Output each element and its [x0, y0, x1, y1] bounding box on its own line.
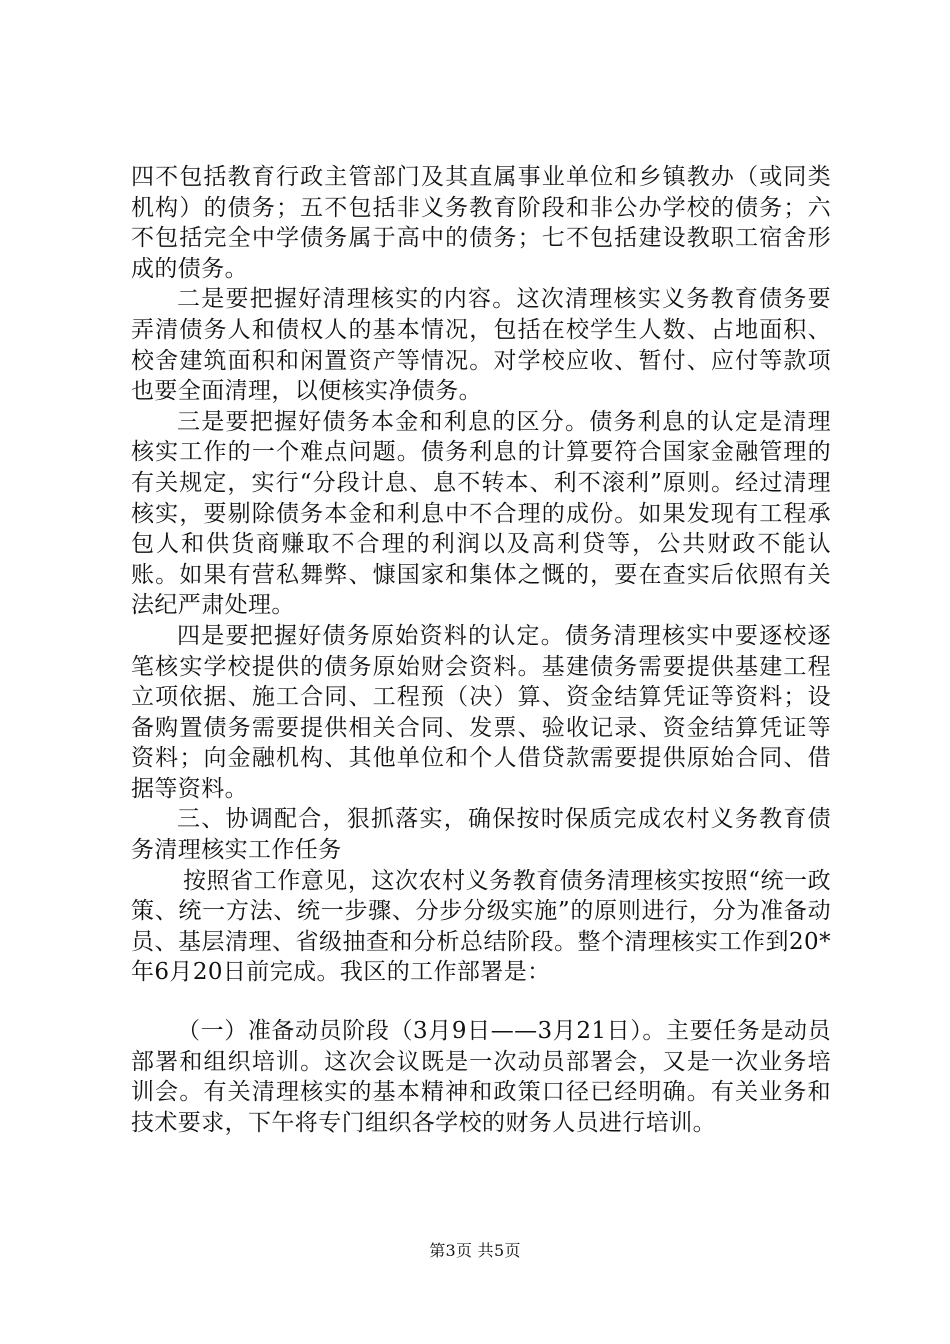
document-body — [131, 162, 831, 1138]
section-heading-coordination: 三、协调配合，狠抓落实，确保按时保质完成农村义务教育债务清理核实工作任务 — [131, 806, 831, 864]
paragraph-work-arrangement: 按照省工作意见，这次农村义务教育债务清理核实按照“统一政策、统一方法、统一步骤、分步分级实施”的原则进行，分为准备动员、基层清理、省级抽查和分析总结阶段。整个清理核实工作到20*年6月20日前完成。我区的工作部署是： — [131, 867, 831, 986]
paragraph-preparation-stage: （一）准备动员阶段（3月9日——3月21日）。主要任务是动员部署和组织培训。这次会议既是一次动员部署会，又是一次业务培训会。有关清理核实的基本精神和政策口径已经明确。有关业务和技术要求，下午将专门组织各学校的财务人员进行培训。 — [131, 1018, 831, 1136]
page-number-footer: 第3页 共5页 — [429, 1241, 521, 1260]
paragraph-debt-exclusions: 四不包括教育行政主管部门及其直属事业单位和乡镇教办（或同类机构）的债务；五不包括非义务教育阶段和非公办学校的债务；六不包括完全中学债务属于高中的债务；七不包括建设教职工宿舍形成的债务。 — [131, 164, 831, 282]
paragraph-original-records: 四是要把握好债务原始资料的认定。债务清理核实中要逐校逐笔核实学校提供的债务原始财会资料。基建债务需要提供基建工程立项依据、施工合同、工程预（决）算、资金结算凭证等资料；设备购置债务需要提供相关合同、发票、验收记录、资金结算凭证等资料；向金融机构、其他单位和个人借贷款需要提供原始合同、借据等资料。 — [131, 622, 831, 802]
paragraph-principal-interest: 三是要把握好债务本金和利息的区分。债务利息的认定是清理核实工作的一个难点问题。债务利息的计算要符合国家金融管理的有关规定，实行“分段计息、息不转本、利不滚利”原则。经过清理核实，要剔除债务本金和利息中不合理的成份。如果发现有工程承包人和供货商赚取不合理的利润以及高利贷等，公共财政不能认账。如果有营私舞弊、慷国家和集体之慨的，要在查实后依照有关法纪严肃处理。 — [131, 408, 831, 619]
paragraph-verification-content: 二是要把握好清理核实的内容。这次清理核实义务教育债务要弄清债务人和债权人的基本情况，包括在校学生人数、占地面积、校舍建筑面积和闲置资产等情况。对学校应收、暂付、应付等款项也要全面清理，以便核实净债务。 — [131, 286, 831, 405]
